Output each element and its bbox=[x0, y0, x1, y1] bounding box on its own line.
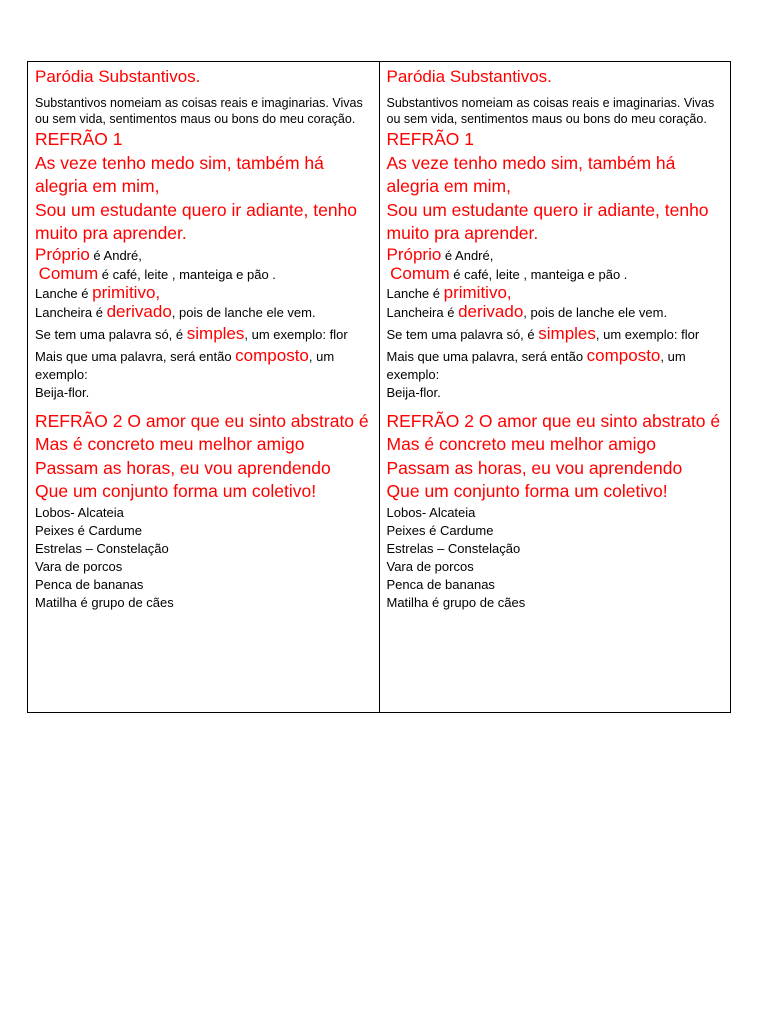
simples-text: , um exemplo: flor bbox=[595, 326, 700, 342]
refrain-2-line: Mas é concreto meu melhor amigo bbox=[35, 434, 305, 454]
proprio-text: é André, bbox=[441, 247, 494, 263]
primitivo-prefix: Lanche é bbox=[386, 285, 444, 301]
primitivo-keyword: primitivo, bbox=[443, 282, 512, 302]
composto-keyword: composto bbox=[586, 345, 661, 365]
collective-item: Matilha é grupo de cães bbox=[35, 594, 174, 610]
collective-item: Lobos- Alcateia bbox=[386, 504, 476, 520]
comum-text: é café, leite , manteiga e pão . bbox=[449, 266, 628, 282]
proprio-keyword: Próprio bbox=[386, 244, 442, 264]
parody-sheet bbox=[27, 61, 731, 713]
comum-keyword: Comum bbox=[38, 263, 99, 283]
refrain-2-label: REFRÃO 2 O amor que eu sinto abstrato é bbox=[386, 410, 721, 431]
derivado-text: , pois de lanche ele vem. bbox=[171, 304, 316, 320]
refrain-1-line: As veze tenho medo sim, também há alegria em mim, bbox=[386, 152, 676, 196]
example-line: Beija-flor. bbox=[35, 384, 90, 400]
proprio-line bbox=[35, 246, 373, 265]
derivado-keyword: derivado bbox=[106, 301, 172, 321]
derivado-prefix: Lancheira é bbox=[386, 304, 459, 320]
primitivo-prefix: Lanche é bbox=[35, 285, 93, 301]
simples-prefix: Se tem uma palavra só, é bbox=[386, 326, 539, 342]
comum-keyword: Comum bbox=[390, 263, 450, 283]
refrain-2-line: Passam as horas, eu vou aprendendo bbox=[386, 457, 683, 478]
refrain-1-line: Sou um estudante quero ir adiante, tenho muito pra aprender. bbox=[386, 199, 709, 243]
composto-line bbox=[35, 347, 373, 384]
derivado-line bbox=[35, 303, 373, 322]
comum-text: é café, leite , manteiga e pão . bbox=[98, 266, 276, 282]
primitivo-keyword: primitivo, bbox=[92, 282, 161, 302]
parody-title: Paródia Substantivos. bbox=[386, 67, 552, 86]
refrain-2-line: Mas é concreto meu melhor amigo bbox=[386, 434, 656, 454]
collective-item: Vara de porcos bbox=[35, 558, 123, 574]
collective-item: Peixes é Cardume bbox=[35, 522, 142, 538]
collective-item: Penca de bananas bbox=[386, 576, 495, 592]
derivado-prefix: Lancheira é bbox=[35, 304, 107, 320]
parody-column-left bbox=[28, 62, 379, 712]
intro-text: Substantivos nomeiam as coisas reais e imaginarias. Vivas ou sem vida, sentimentos maus ou bons do meu coração. bbox=[386, 96, 715, 126]
parody-title: Paródia Substantivos. bbox=[35, 67, 201, 86]
collective-item: Penca de bananas bbox=[35, 576, 144, 592]
proprio-text: é André, bbox=[89, 247, 142, 263]
refrain-2-line: Passam as horas, eu vou aprendendo bbox=[35, 457, 331, 478]
refrain-2-label: REFRÃO 2 O amor que eu sinto abstrato é bbox=[35, 410, 369, 431]
composto-keyword: composto bbox=[235, 345, 309, 365]
comum-line bbox=[35, 265, 373, 284]
derivado-line bbox=[387, 303, 725, 322]
proprio-line bbox=[387, 246, 725, 265]
simples-line bbox=[387, 325, 725, 344]
proprio-keyword: Próprio bbox=[35, 244, 90, 264]
composto-line bbox=[387, 347, 725, 384]
collective-item: Matilha é grupo de cães bbox=[386, 594, 526, 610]
intro-text: Substantivos nomeiam as coisas reais e imaginarias. Vivas ou sem vida, sentimentos maus ou bons do meu coração. bbox=[35, 96, 363, 126]
simples-keyword: simples bbox=[538, 323, 596, 343]
comum-line bbox=[387, 265, 725, 284]
collective-item: Vara de porcos bbox=[386, 558, 474, 574]
collective-item: Estrelas – Constelação bbox=[386, 540, 521, 556]
refrain-1-line: As veze tenho medo sim, também há alegria em mim, bbox=[35, 152, 324, 196]
refrain-1-label: REFRÃO 1 bbox=[386, 129, 475, 149]
primitivo-line bbox=[387, 284, 725, 303]
composto-prefix: Mais que uma palavra, será então bbox=[35, 348, 236, 364]
simples-prefix: Se tem uma palavra só, é bbox=[35, 326, 187, 342]
primitivo-line bbox=[35, 284, 373, 303]
parody-column-right bbox=[379, 62, 731, 712]
refrain-1-label: REFRÃO 1 bbox=[35, 129, 123, 149]
simples-line bbox=[35, 325, 373, 344]
refrain-2-line: Que um conjunto forma um coletivo! bbox=[35, 481, 317, 501]
refrain-2-line: Que um conjunto forma um coletivo! bbox=[386, 481, 668, 501]
refrain-1-line: Sou um estudante quero ir adiante, tenho muito pra aprender. bbox=[35, 199, 358, 243]
collective-item: Peixes é Cardume bbox=[386, 522, 494, 538]
derivado-keyword: derivado bbox=[458, 301, 524, 321]
simples-keyword: simples bbox=[186, 323, 245, 343]
composto-prefix: Mais que uma palavra, será então bbox=[386, 348, 587, 364]
example-line: Beija-flor. bbox=[386, 384, 441, 400]
collective-item: Lobos- Alcateia bbox=[35, 504, 124, 520]
derivado-text: , pois de lanche ele vem. bbox=[523, 304, 668, 320]
composto-text: , um exemplo: bbox=[35, 348, 335, 382]
composto-text: , um exemplo: bbox=[386, 348, 686, 382]
simples-text: , um exemplo: flor bbox=[244, 326, 348, 342]
collective-item: Estrelas – Constelação bbox=[35, 540, 169, 556]
